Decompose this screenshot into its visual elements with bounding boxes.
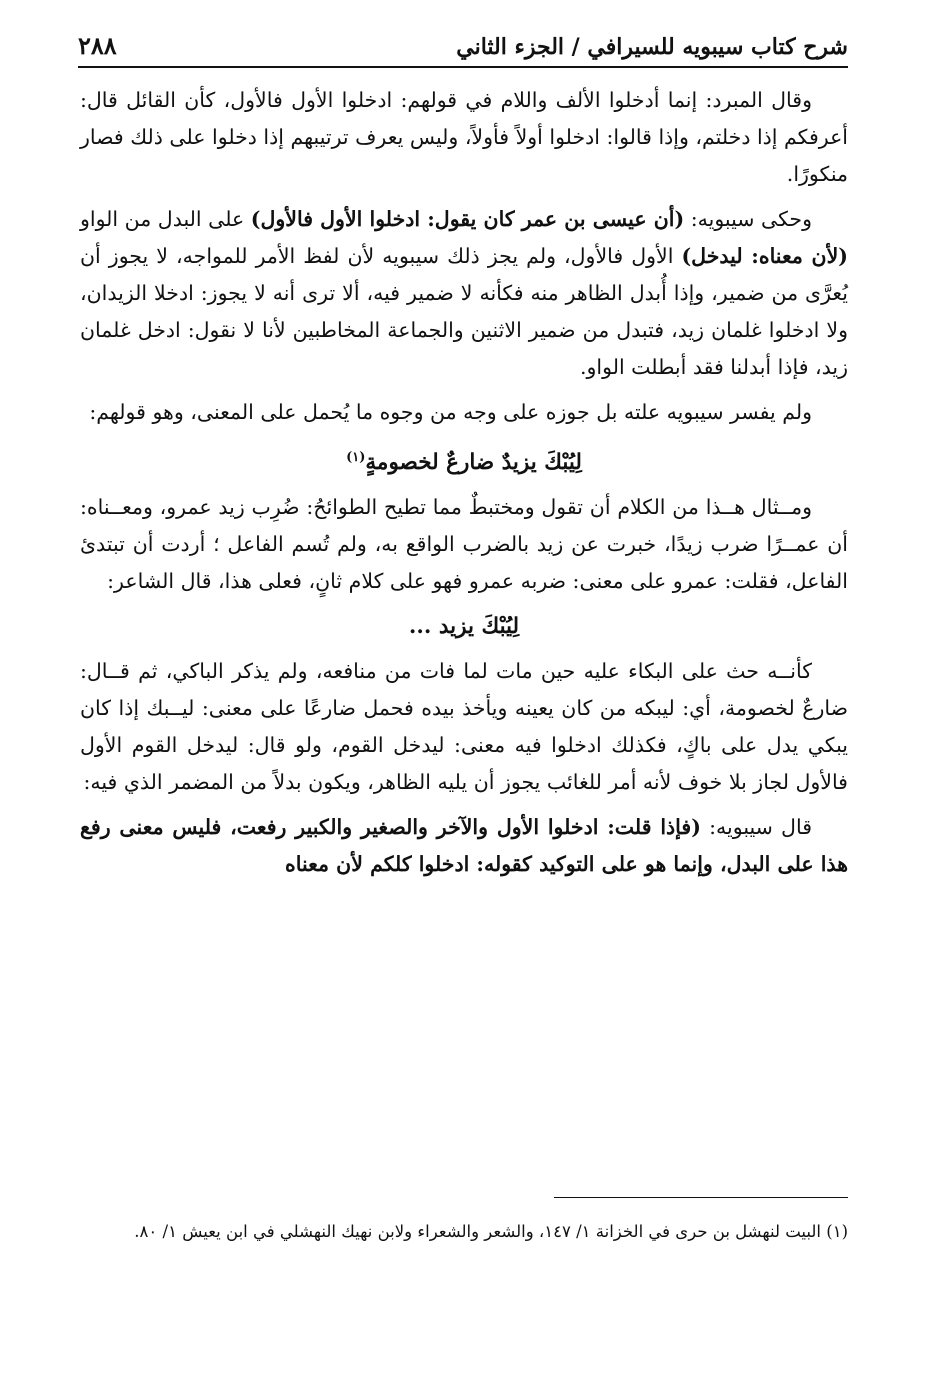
verse-1-text: لِيُبْكَ يزيدٌ ضارعٌ لخصومةٍ [365,450,582,476]
paragraph-5: كأنــه حث على البكاء عليه حين مات لما فات من منافعه، ولم يذكر الباكي، ثم قــال: ضارعٌ لخصومة، أي: ليبكه من كان يعينه ويأخذ بيده فحمل ضارعًا على معنى: ليــبك إذا كان يبكي يدل على باكٍ، فكذلك ادخلوا فيه معنى: ليدخل القوم، ولو قال: ليدخل القوم الأول فالأول لجاز بلا خوف لأنه أمر للغائب يجوز أن يليه الظاهر، ويكون بدلاً من المضمر الذي فيه: [80,659,848,795]
footnote-divider [554,1197,848,1198]
page-number: ٢٨٨ [78,31,117,60]
paragraph-2-part-e: الأول فالأول، ولم يجز ذلك سيبويه لأن لفظ الأمر للمواجه، لا يجوز أن يُعرَّى من ضمير، وإذا أُبدل الظاهر منه فكأنه لا ضمير فيه، ألا ترى أنه لا يجوز: ادخلا الزيدان، ولا ادخلوا غلمان زيد، فتبدل من ضمير الاثنين والجماعة المخاطبين لأنا لا نقول: ادخل غلمان زيد، فإذا أبدلنا فقد أبطلت الواو. [80,244,848,379]
paragraph-4: ومــثال هــذا من الكلام أن تقول ومختبطٌ مما تطيح الطوائحُ: ضُرِب زيد عمرو، ومعــناه: أن عمــرًا ضرب زيدًا، خبرت عن زيد بالضرب الواقع به، ولم تُسم الفاعل ؛ أردت أن تبتدئ الفاعل، فقلت: عمرو على معنى: ضربه عمرو فهو على كلام ثانٍ، فعلى هذا، قال الشاعر: [80,495,848,594]
paragraph-2-quote-1: (أن عيسى بن عمر كان يقول: ادخلوا الأول فالأول) [250,207,685,231]
verse-2: لِيُبْكَ يزيد ... [408,614,520,640]
paragraph-6 [80,809,848,883]
page-header [78,22,848,68]
paragraph-6-quote: (فإذا قلت: ادخلوا الأول والآخر والصغير والكبير رفعت، فليس معنى رفع هذا على البدل، وإنما هو على التوكيد كقوله: ادخلوا كلكم لأن معناه [80,815,848,877]
footnote-reference: (١) [346,450,366,465]
paragraph-2 [80,201,848,386]
footnote: (١) البيت لنهشل بن حرى في الخزانة ١/ ١٤٧، والشعر والشعراء ولابن نهيك النهشلي في ابن يعيش ١/ ٨٠. [134,1222,848,1241]
running-title: شرح كتاب سيبويه للسيرافي / الجزء الثاني [456,34,848,60]
paragraph-1: وقال المبرد: إنما أدخلوا الألف واللام في قولهم: ادخلوا الأول فالأول، كأن القائل قال: أعرفكم إذا دخلتم، وإذا قالوا: ادخلوا أولاً فأولاً، وليس يعرف ترتيبهم إذا دخلوا على ذلك فصار منكورًا. [80,88,848,186]
paragraph-2-part-c: على البدل من الواو [80,207,251,231]
paragraph-3: ولم يفسر سيبويه علته بل جوزه على وجه من وجوه ما يُحمل على المعنى، وهو قولهم: [89,400,812,424]
paragraph-2-quote-2: (لأن معناه: ليدخل) [681,244,848,268]
body-text [80,82,848,891]
verse-1 [80,439,848,481]
paragraph-6-part-a: قال سيبويه: [700,815,813,840]
paragraph-2-part-a: وحكى سيبويه: [684,207,812,231]
